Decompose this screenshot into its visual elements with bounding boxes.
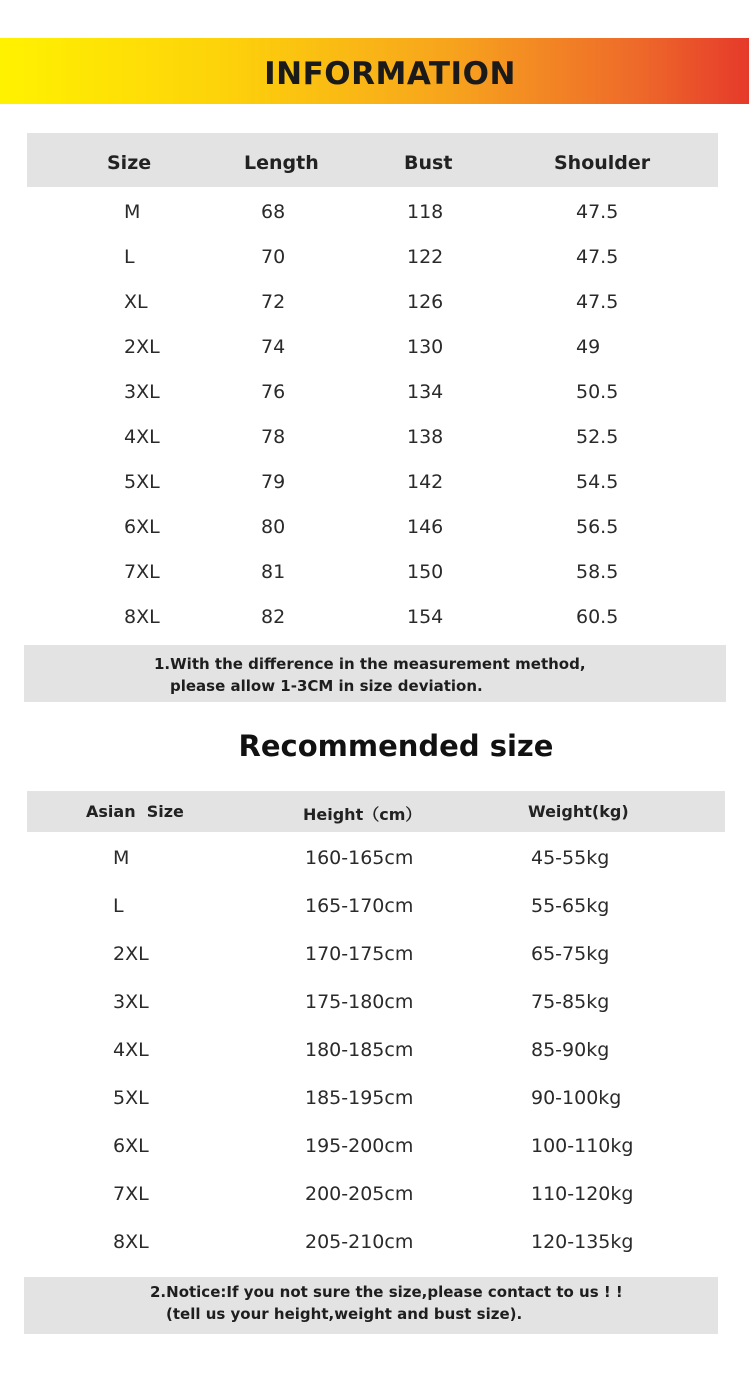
cell-asian-size: M	[113, 847, 130, 869]
cell-size: L	[124, 246, 135, 268]
cell-weight: 100-110kg	[531, 1135, 634, 1157]
cell-height: 200-205cm	[305, 1183, 414, 1205]
table-row	[0, 201, 750, 231]
cell-length: 74	[261, 336, 286, 358]
cell-shoulder: 47.5	[576, 291, 619, 313]
table-row	[0, 1135, 750, 1165]
cell-weight: 85-90kg	[531, 1039, 610, 1061]
cell-bust: 142	[407, 471, 444, 493]
recommended-size-title: Recommended size	[238, 729, 554, 763]
cell-asian-size: 3XL	[113, 991, 149, 1013]
table-row	[0, 1231, 750, 1261]
cell-size: 3XL	[124, 381, 160, 403]
note-line-2: (tell us your height,weight and bust size).	[166, 1305, 523, 1323]
table-row	[0, 847, 750, 877]
cell-height: 170-175cm	[305, 943, 414, 965]
cell-bust: 118	[407, 201, 444, 223]
header-height: Height（cm）	[303, 805, 422, 824]
cell-weight: 120-135kg	[531, 1231, 634, 1253]
table-row	[0, 991, 750, 1021]
cell-asian-size: 4XL	[113, 1039, 149, 1061]
recommended-header	[27, 791, 725, 832]
table-row	[0, 381, 750, 411]
note-line-2: please allow 1-3CM in size deviation.	[170, 677, 483, 695]
cell-size: M	[124, 201, 141, 223]
cell-bust: 130	[407, 336, 444, 358]
cell-length: 81	[261, 561, 286, 583]
cell-length: 78	[261, 426, 286, 448]
cell-height: 160-165cm	[305, 847, 414, 869]
table-row	[0, 1039, 750, 1069]
cell-bust: 122	[407, 246, 444, 268]
header-asian-size: Asian Size	[86, 802, 184, 821]
table-row	[0, 246, 750, 276]
cell-asian-size: 6XL	[113, 1135, 149, 1157]
header-weight: Weight(kg)	[528, 802, 629, 821]
cell-length: 82	[261, 606, 286, 628]
cell-weight: 65-75kg	[531, 943, 610, 965]
cell-bust: 138	[407, 426, 444, 448]
cell-bust: 154	[407, 606, 444, 628]
cell-size: 4XL	[124, 426, 160, 448]
header-size: Size	[107, 152, 152, 174]
contact-note	[24, 1277, 718, 1334]
cell-length: 76	[261, 381, 286, 403]
cell-weight: 110-120kg	[531, 1183, 634, 1205]
table-row	[0, 606, 750, 636]
table-row	[0, 291, 750, 321]
cell-shoulder: 49	[576, 336, 601, 358]
cell-length: 72	[261, 291, 286, 313]
cell-weight: 45-55kg	[531, 847, 610, 869]
cell-size: 8XL	[124, 606, 160, 628]
cell-asian-size: 7XL	[113, 1183, 149, 1205]
cell-size: 7XL	[124, 561, 160, 583]
banner-title: INFORMATION	[264, 56, 516, 92]
header-bust: Bust	[404, 152, 453, 174]
cell-bust: 126	[407, 291, 444, 313]
cell-shoulder: 58.5	[576, 561, 619, 583]
cell-length: 70	[261, 246, 286, 268]
cell-shoulder: 60.5	[576, 606, 619, 628]
table-row	[0, 516, 750, 546]
table-row	[0, 426, 750, 456]
table-row	[0, 895, 750, 925]
cell-shoulder: 52.5	[576, 426, 619, 448]
cell-length: 68	[261, 201, 286, 223]
cell-length: 80	[261, 516, 286, 538]
cell-height: 185-195cm	[305, 1087, 414, 1109]
table-row	[0, 561, 750, 591]
cell-height: 205-210cm	[305, 1231, 414, 1253]
cell-asian-size: L	[113, 895, 124, 917]
cell-size: 6XL	[124, 516, 160, 538]
table-row	[0, 471, 750, 501]
size-chart-header	[27, 133, 718, 187]
cell-bust: 134	[407, 381, 444, 403]
cell-asian-size: 2XL	[113, 943, 149, 965]
header-length: Length	[244, 152, 319, 174]
table-row	[0, 1183, 750, 1213]
note-line-1: 1.With the difference in the measurement method,	[154, 655, 586, 673]
cell-shoulder: 47.5	[576, 246, 619, 268]
table-row	[0, 336, 750, 366]
table-row	[0, 943, 750, 973]
cell-height: 195-200cm	[305, 1135, 414, 1157]
cell-weight: 55-65kg	[531, 895, 610, 917]
cell-shoulder: 47.5	[576, 201, 619, 223]
header-shoulder: Shoulder	[554, 152, 651, 174]
cell-shoulder: 50.5	[576, 381, 619, 403]
cell-size: 2XL	[124, 336, 160, 358]
cell-shoulder: 56.5	[576, 516, 619, 538]
cell-shoulder: 54.5	[576, 471, 619, 493]
cell-height: 165-170cm	[305, 895, 414, 917]
cell-bust: 146	[407, 516, 444, 538]
note-line-1: 2.Notice:If you not sure the size,please contact to us ! !	[150, 1283, 623, 1301]
cell-weight: 90-100kg	[531, 1087, 622, 1109]
cell-asian-size: 5XL	[113, 1087, 149, 1109]
cell-length: 79	[261, 471, 286, 493]
cell-size: 5XL	[124, 471, 160, 493]
cell-weight: 75-85kg	[531, 991, 610, 1013]
measurement-note	[24, 645, 726, 702]
cell-height: 180-185cm	[305, 1039, 414, 1061]
cell-size: XL	[124, 291, 148, 313]
table-row	[0, 1087, 750, 1117]
cell-asian-size: 8XL	[113, 1231, 149, 1253]
cell-height: 175-180cm	[305, 991, 414, 1013]
cell-bust: 150	[407, 561, 444, 583]
